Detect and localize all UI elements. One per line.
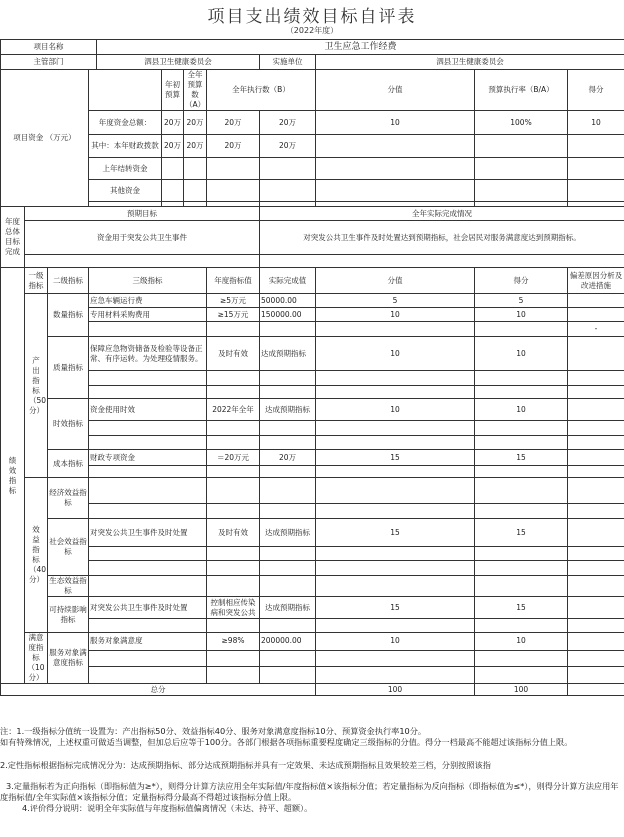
- actual-completion-header: 全年实际完成情况: [260, 207, 624, 221]
- total-initial: 20万: [162, 111, 184, 135]
- annual-target-header: 年度指标值: [207, 268, 260, 294]
- q2-weight: 10: [316, 308, 475, 322]
- fiscal-label: 其中：本年财政拨款: [89, 135, 162, 158]
- funds-blank: [89, 70, 162, 111]
- annual-budget-header: 全年预算数（A）: [185, 70, 206, 109]
- time-score: 10: [475, 399, 568, 421]
- time-name: 资金使用时效: [89, 399, 207, 421]
- q2-actual: 150000.00: [260, 308, 316, 322]
- social-score: 15: [475, 519, 568, 547]
- note-1: 注：1.一级指标分值统一设置为：产出指标50分、效益指标40分、服务对象满意度指标10分、预算资金执行率10分。: [0, 726, 427, 736]
- timeliness-label: 时效指标: [48, 399, 89, 450]
- satis-name: 服务对象满意度: [89, 633, 207, 651]
- satis-weight: 10: [316, 633, 475, 651]
- actual-value-header: 实际完成值: [260, 268, 316, 294]
- q1-target: ≥5万元: [207, 294, 260, 308]
- total-exec-2: 20万: [260, 111, 316, 135]
- quantity-label: 数量指标: [48, 294, 89, 337]
- department-label: 主管部门: [1, 55, 97, 70]
- funds-label: 项目资金 （万元）: [1, 70, 89, 207]
- total-exec: 20万: [207, 111, 260, 135]
- q2-score: 10: [475, 308, 568, 322]
- time-weight: 10: [316, 399, 475, 421]
- note-3: 2.定性指标根据指标完成情况分为：达成预期指标、部分达成预期指标并具有一定效果、未达成预期指标且效果较差三档，分别按照该指: [0, 760, 491, 770]
- quality-actual: 达成预期指标: [260, 337, 316, 371]
- fiscal-initial: 20万: [162, 135, 184, 158]
- fiscal-exec-2: 20万: [260, 135, 316, 158]
- total-weight-value: 100: [316, 684, 475, 696]
- total-score-value: 100: [475, 684, 568, 696]
- quality-label: 质量指标: [48, 337, 89, 399]
- expected-goal-header: 预期目标: [25, 207, 260, 221]
- total-rate: 100%: [475, 111, 568, 135]
- department-value: 泗县卫生健康委员会: [97, 55, 260, 70]
- ecological-label: 生态效益指标: [49, 576, 87, 595]
- quality-score: 10: [475, 337, 568, 371]
- fiscal-annual: 20万: [184, 135, 207, 158]
- q2-target: ≥15万元: [207, 308, 260, 322]
- annual-exec-header: 全年执行数（B）: [207, 70, 316, 111]
- project-name-value: 卫生应急工作经费: [97, 40, 624, 55]
- sustain-score: 15: [475, 597, 568, 619]
- annual-total-label: 年度资金总额：: [89, 111, 162, 135]
- q1-weight: 5: [316, 294, 475, 308]
- sustain-weight: 15: [316, 597, 475, 619]
- sustain-target: 控制相应传染病和突发公共: [207, 597, 260, 619]
- expected-goal-text: 资金用于突发公共卫生事件: [25, 221, 260, 255]
- note-4: 3.定量指标若为正向指标（即指标值为≥*），则得分计算方法应用全年实际值/年度指标值×该指标分值；若定量指标为反向指标（即指标值为≤*），则得分计算方法应用年度指标值/全年实际值×该指标分值；定量指标得分最高不得超过该指标分值上限。: [0, 781, 619, 802]
- note-5: 4.评价得分说明：说明全年实际值与年度指标值偏离情况（未达、持平、超额）。: [22, 803, 313, 813]
- sustainable-label: 可持续影响指标: [48, 597, 89, 633]
- sustain-actual: 达成预期指标: [260, 597, 316, 619]
- page-subtitle: （2022年度）: [285, 26, 339, 35]
- q1-actual: 50000.00: [260, 294, 316, 308]
- cost-name: 财政专项资金: [89, 450, 207, 466]
- quality-weight: 10: [316, 337, 475, 371]
- ind-weight-header: 分值: [316, 268, 475, 294]
- level2-header: 二级指标: [48, 268, 89, 294]
- quality-name: 保障应急物资储备及检验等设备正常、有序运转。为处理疫情服务。: [89, 337, 207, 371]
- sustain-name: 对突发公共卫生事件及时处置: [89, 597, 207, 619]
- quality-target: 及时有效: [207, 337, 260, 371]
- initial-budget-header: 年初预算: [162, 70, 184, 111]
- footnotes: [0, 726, 624, 814]
- carryover-label: 上年结转资金: [89, 158, 162, 180]
- exec-rate-header: 预算执行率（B/A）: [475, 70, 568, 111]
- time-target: 2022年全年: [207, 399, 260, 421]
- social-label: 社会效益指标: [48, 519, 89, 576]
- effect-label: 效益指标（40分）: [25, 478, 48, 633]
- q3-reason: -: [568, 322, 624, 337]
- page-title: 项目支出绩效目标自评表: [207, 7, 417, 27]
- other-funds-label: 其他资金: [89, 180, 162, 202]
- fiscal-exec: 20万: [207, 135, 260, 158]
- output-label: 产出指标（50分）: [25, 294, 48, 478]
- social-name: 对突发公共卫生事件及时处置: [89, 519, 207, 547]
- ind-score-header: 得分: [475, 268, 568, 294]
- total-weight: 10: [316, 111, 475, 135]
- q1-score: 5: [475, 294, 568, 308]
- weight-header: 分值: [316, 70, 475, 111]
- total-annual: 20万: [184, 111, 207, 135]
- time-actual: 达成预期指标: [260, 399, 316, 421]
- evaluation-table: [0, 39, 624, 696]
- q2-name: 专用材料采购费用: [89, 308, 207, 322]
- q1-name: 应急车辆运行费: [89, 294, 207, 308]
- service-satisfaction-label: 服务对象满意度指标: [48, 633, 89, 684]
- satis-score: 10: [475, 633, 568, 651]
- cost-label: 成本指标: [48, 450, 89, 478]
- economic-label: 经济效益指标: [48, 478, 89, 519]
- cost-target: ＝20万元: [207, 450, 260, 466]
- actual-completion-text: 对突发公共卫生事件及时处置达到预期指标，社会居民对服务满意度达到预期指标。: [260, 221, 624, 255]
- score-header: 得分: [568, 70, 624, 111]
- implementer-label: 实施单位: [260, 55, 316, 70]
- performance-label: 绩效指标: [1, 268, 25, 684]
- level1-header: 一级指标: [25, 268, 48, 294]
- level3-header: 三级指标: [89, 268, 207, 294]
- satis-actual: 200000.00: [260, 633, 316, 651]
- overall-goal-label: 年度总体目标完成: [1, 207, 25, 268]
- social-target: 及时有效: [207, 519, 260, 547]
- reason-header: 偏差原因分析及改进措施: [568, 268, 624, 294]
- satis-target: ≥98%: [207, 633, 260, 651]
- cost-actual: 20万: [260, 450, 316, 466]
- note-2: 如有特殊情况，上述权重可做适当调整，但加总后应等于100分。各部门根据各项指标重要程度确定三级指标的分值。得分一档最高不能超过该指标分值上限。: [0, 737, 573, 747]
- social-actual: 达成预期指标: [260, 519, 316, 547]
- project-name-label: 项目名称: [1, 40, 97, 55]
- cost-score: 15: [475, 450, 568, 466]
- cost-weight: 15: [316, 450, 475, 466]
- total-label: 总分: [1, 684, 316, 696]
- social-weight: 15: [316, 519, 475, 547]
- total-score: 10: [568, 111, 624, 135]
- satisfaction-label: 满意度指标（10分）: [25, 633, 48, 684]
- implementer-value: 泗县卫生健康委员会: [316, 55, 624, 70]
